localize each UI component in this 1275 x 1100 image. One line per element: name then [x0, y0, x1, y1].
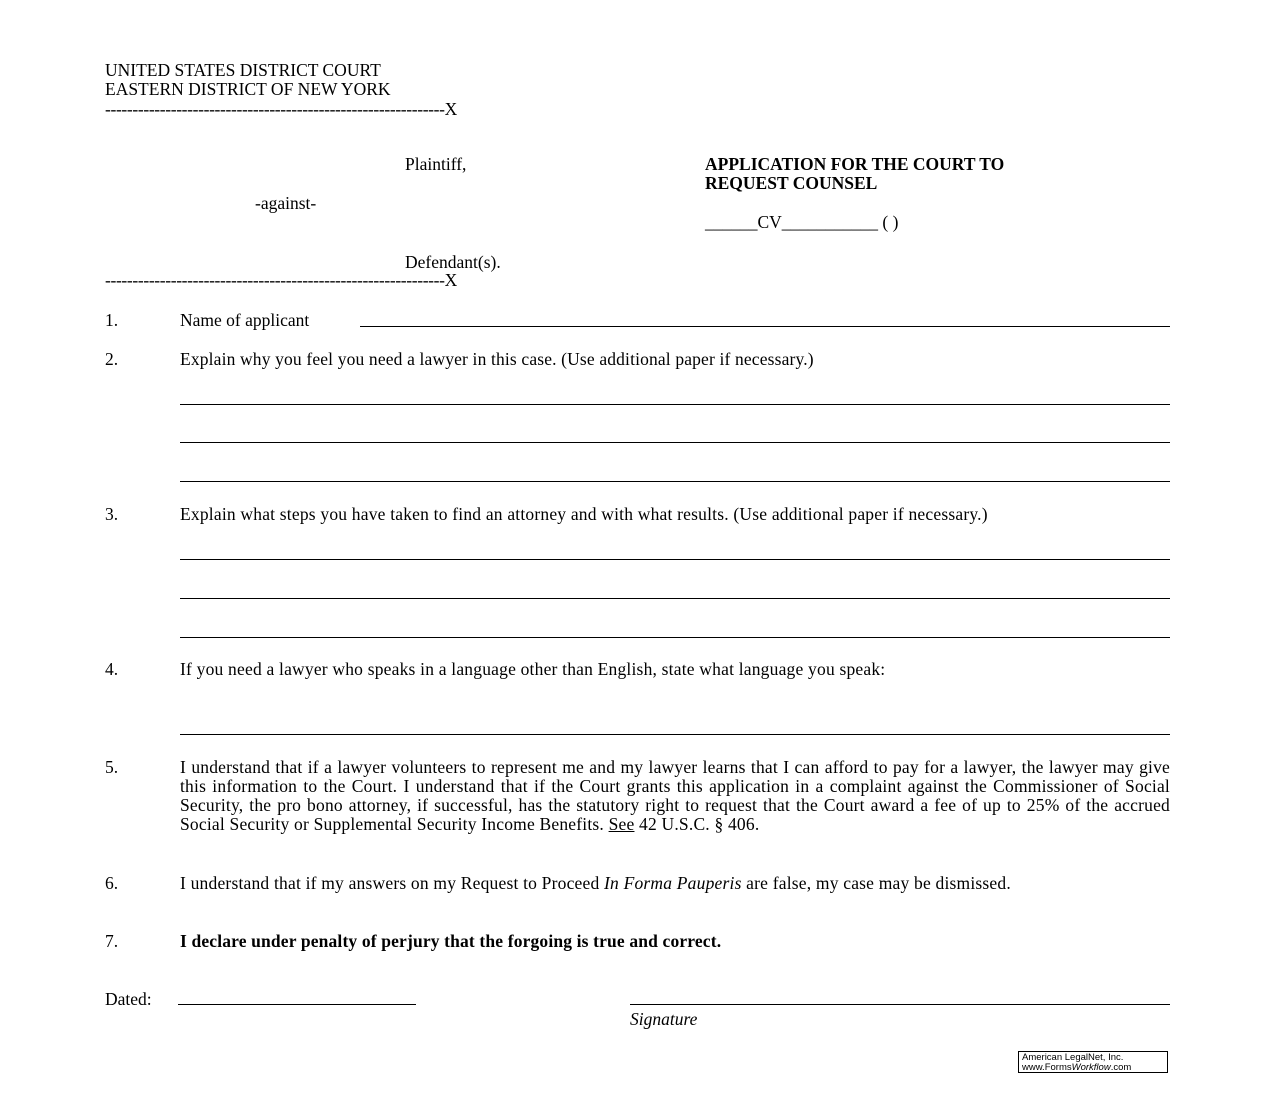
- court-name: UNITED STATES DISTRICT COURT: [105, 60, 381, 80]
- item-5-citation: 42 U.S.C. § 406.: [634, 814, 760, 834]
- logo-website-part3: .com: [1110, 1062, 1132, 1073]
- court-district: EASTERN DISTRICT OF NEW YORK: [105, 79, 391, 99]
- against-label: -against-: [255, 193, 317, 213]
- item-number-4: 4.: [105, 659, 119, 679]
- item-2-answer-line-2[interactable]: [180, 442, 1170, 443]
- item-5-text-main: I understand that if a lawyer volunteers to represent me and my lawyer learns that I can afford to pay for a lawyer, the lawyer may give this information to the Court. I understand that if the Court grants this application in a complaint against the Commissioner of Social Security, the pro bono attorney, if successful, has the statutory right to request that the Court award a fee of up to 25% of the accrued Social Security or Supplemental Security Income Benefits.: [180, 757, 1170, 834]
- defendant-label: Defendant(s).: [405, 252, 501, 272]
- item-3-answer-line-1[interactable]: [180, 559, 1170, 560]
- item-5-text: [180, 758, 1170, 834]
- see-citation-signal: See: [608, 814, 635, 834]
- item-number-3: 3.: [105, 504, 119, 524]
- logo-website: [1022, 1063, 1167, 1073]
- signature-label: Signature: [630, 1009, 698, 1029]
- logo-website-part2: Workflow: [1071, 1062, 1111, 1073]
- item-number-2: 2.: [105, 349, 119, 369]
- signature-field[interactable]: [630, 1004, 1170, 1005]
- item-3-answer-line-3[interactable]: [180, 637, 1170, 638]
- item-3-text: Explain what steps you have taken to find an attorney and with what results. (Use additional paper if necessary.): [180, 504, 988, 524]
- name-of-applicant-field[interactable]: [360, 326, 1170, 327]
- item-number-1: 1.: [105, 310, 119, 330]
- item-6-text: [180, 874, 1170, 893]
- item-2-answer-line-1[interactable]: [180, 404, 1170, 405]
- document-title-line1: APPLICATION FOR THE COURT TO: [705, 154, 1005, 174]
- item-4-answer-line[interactable]: [180, 734, 1170, 735]
- item-2-text: Explain why you feel you need a lawyer in this case. (Use additional paper if necessary.): [180, 349, 814, 369]
- in-forma-pauperis-term: In Forma Pauperis: [604, 873, 742, 893]
- case-number-field[interactable]: ______CV___________ ( ): [705, 212, 899, 232]
- item-6-text-before: I understand that if my answers on my Request to Proceed: [180, 873, 605, 893]
- logo-website-part1: www.Forms: [1022, 1062, 1072, 1073]
- name-of-applicant-label: Name of applicant: [180, 310, 310, 330]
- logo-company-name: American LegalNet, Inc.: [1022, 1052, 1124, 1063]
- dated-label: Dated:: [105, 989, 152, 1009]
- item-number-5: 5.: [105, 757, 119, 777]
- plaintiff-label: Plaintiff,: [405, 154, 467, 174]
- dated-field[interactable]: [178, 1004, 416, 1005]
- item-number-7: 7.: [105, 931, 119, 951]
- item-2-answer-line-3[interactable]: [180, 481, 1170, 482]
- caption-divider-top: --------------------------------------------------------------X: [105, 99, 457, 119]
- item-6-text-after: are false, my case may be dismissed.: [741, 873, 1011, 893]
- item-4-text: If you need a lawyer who speaks in a language other than English, state what language you speak:: [180, 659, 886, 679]
- perjury-declaration: I declare under penalty of perjury that the forgoing is true and correct.: [180, 931, 722, 951]
- forms-workflow-logo: [1018, 1051, 1168, 1073]
- caption-divider-bottom: --------------------------------------------------------------X: [105, 270, 457, 290]
- document-title-line2: REQUEST COUNSEL: [705, 173, 878, 193]
- item-3-answer-line-2[interactable]: [180, 598, 1170, 599]
- item-number-6: 6.: [105, 873, 119, 893]
